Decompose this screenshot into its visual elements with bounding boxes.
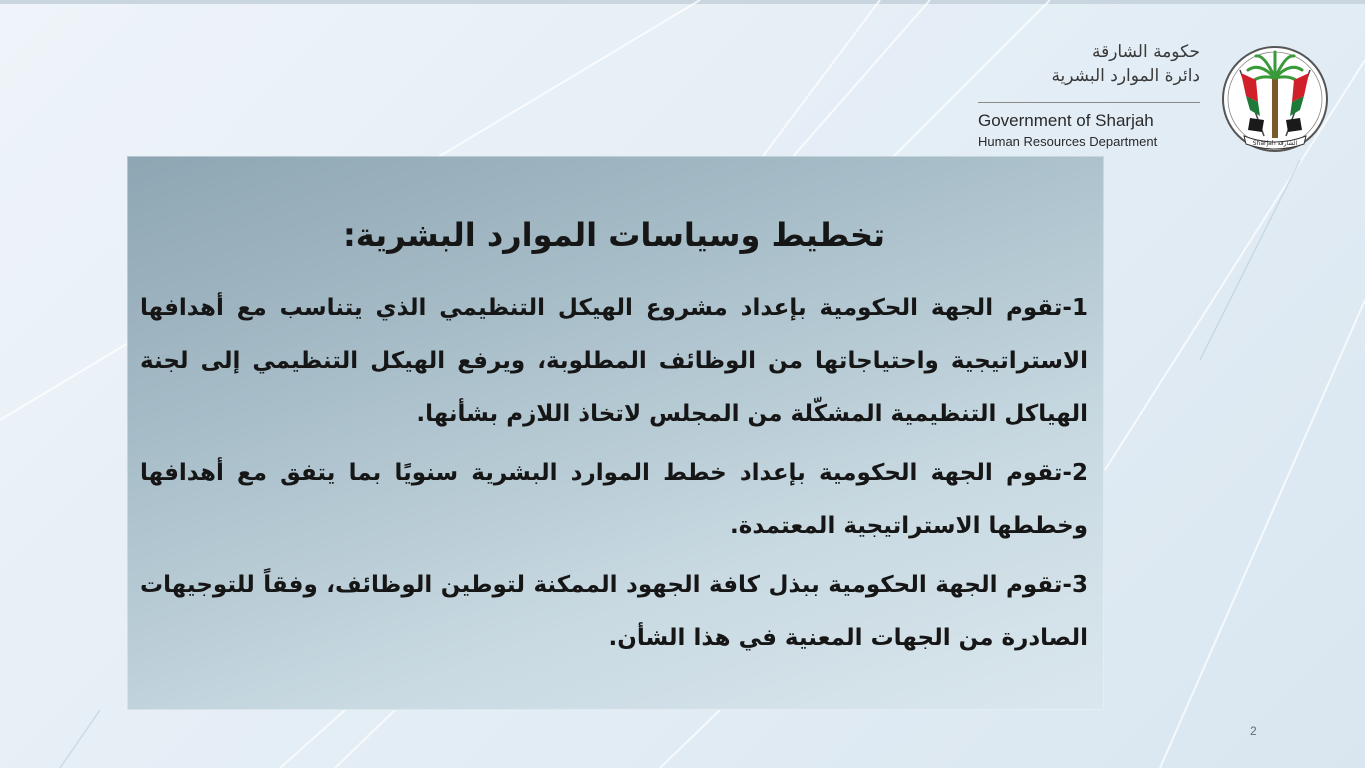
svg-text:Sharjah الشارقة: Sharjah الشارقة bbox=[1252, 140, 1298, 147]
paragraph-3: 3-تقوم الجهة الحكومية ببذل كافة الجهود الممكنة لتوطين الوظائف، وفقاً للتوجيهات الصادرة من الجهات المعنية في هذا الشأن. bbox=[140, 572, 1088, 651]
header-divider bbox=[978, 102, 1200, 103]
organization-header bbox=[970, 42, 1200, 158]
arabic-government-name: حكومة الشارقة bbox=[1091, 42, 1200, 62]
paragraph-1: 1-تقوم الجهة الحكومية بإعداد مشروع الهيكل التنظيمي الذي يتناسب مع أهدافها الاستراتيجية واحتياجاتها من الوظائف المطلوبة، ويرفع الهيكل التنظيمي إلى لجنة الهياكل التنظيمية المشكّلة من المجلس لاتخاذ اللازم بشأنها. bbox=[140, 295, 1088, 427]
arabic-department-name: دائرة الموارد البشرية bbox=[1051, 66, 1200, 86]
sharjah-emblem-icon bbox=[1220, 40, 1330, 158]
slide-title: تخطيط وسياسات الموارد البشرية: bbox=[342, 216, 886, 254]
paragraph-2: 2-تقوم الجهة الحكومية بإعداد خطط الموارد البشرية سنويًا بما يتفق مع أهدافها وخططها الاستراتيجية المعتمدة. bbox=[140, 460, 1088, 539]
english-government-name: Government of Sharjah bbox=[978, 111, 1154, 130]
english-department-name: Human Resources Department bbox=[978, 134, 1158, 149]
page-number: 2 bbox=[1250, 724, 1257, 738]
slide-content bbox=[140, 210, 1088, 671]
